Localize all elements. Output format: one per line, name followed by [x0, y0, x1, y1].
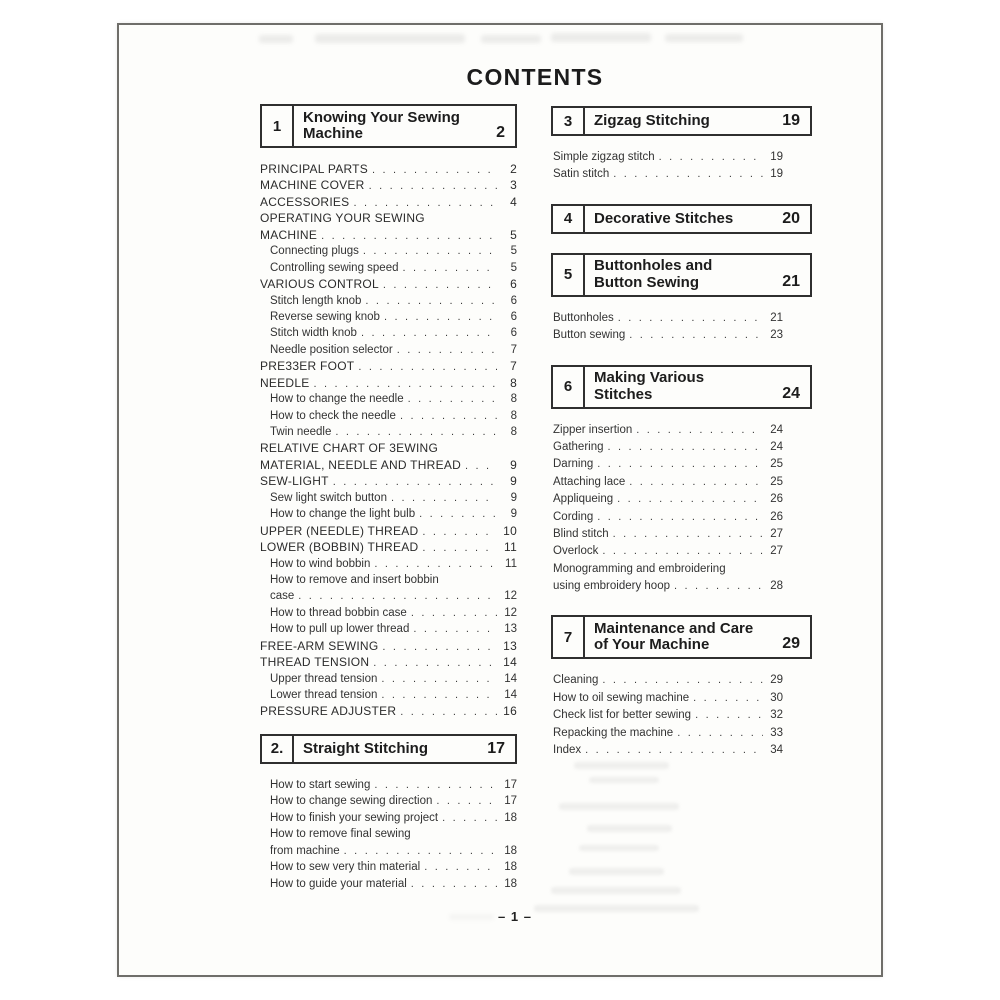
- toc-entry-page: 28: [770, 580, 783, 593]
- toc-entry-label: OPERATING YOUR SEWING: [260, 211, 425, 226]
- section-box-6: [551, 365, 812, 409]
- toc-entry-page: 14: [503, 655, 517, 670]
- toc-entry-page: 26: [770, 493, 783, 506]
- toc-entry-page: 18: [504, 844, 517, 857]
- section-page-number: 19: [782, 112, 800, 129]
- toc-entry-label: from machine: [270, 844, 340, 857]
- leader-dots: [411, 876, 497, 892]
- toc-entry-label: Attaching lace: [553, 475, 626, 488]
- toc-entry-page: 13: [503, 638, 517, 653]
- section-title: [585, 617, 753, 657]
- toc-entry-label: Overlock: [553, 545, 599, 558]
- toc-entry: [551, 672, 783, 689]
- toc-entry: [551, 149, 783, 166]
- section-page-number: 21: [782, 272, 800, 290]
- toc-entry-page: 13: [504, 623, 517, 636]
- section-title-line: of Your Machine: [594, 636, 710, 654]
- toc-entry: [551, 474, 783, 491]
- toc-entry: [260, 391, 517, 407]
- leader-dots: [361, 325, 497, 341]
- toc-entry: [551, 439, 783, 456]
- leader-dots: [314, 376, 497, 392]
- toc-entry: [260, 621, 517, 637]
- section-title-line: Button Sewing: [594, 273, 699, 291]
- toc-entry-page: 9: [510, 508, 517, 521]
- toc-entry-label: RELATIVE CHART OF 3EWING: [260, 441, 439, 456]
- toc-entry-page: 6: [510, 310, 517, 323]
- toc-entry: [260, 826, 517, 842]
- section-box-4: [551, 204, 812, 234]
- toc-entry-page: 24: [770, 440, 783, 453]
- footer-page-number: – 1 –: [498, 909, 532, 924]
- leader-dots: [408, 391, 497, 407]
- toc-entry-label: Stitch length knob: [270, 294, 362, 307]
- toc-entry-label: Upper thread tension: [270, 672, 378, 685]
- toc-entry: [551, 526, 783, 543]
- toc-entry: [260, 457, 517, 473]
- toc-entry-page: 14: [504, 689, 517, 701]
- leader-dots: [353, 195, 497, 211]
- leader-dots: [335, 424, 497, 440]
- leader-dots: [321, 228, 497, 244]
- leader-dots: [391, 490, 497, 506]
- toc-entry-label: Buttonholes: [553, 311, 614, 324]
- toc-entry: [260, 210, 517, 226]
- toc-entry-label: ACCESSORIES: [260, 194, 350, 209]
- section-title: [294, 736, 428, 762]
- toc-entry-page: 16: [503, 704, 517, 719]
- toc-entry-label: Blind stitch: [553, 527, 609, 540]
- toc-entry: [260, 506, 517, 522]
- showthrough-ghost: [559, 803, 679, 810]
- toc-column-left: [260, 104, 517, 892]
- section-title-line: Decorative Stitches: [594, 209, 734, 227]
- section-title-line: Straight Stitching: [303, 739, 428, 757]
- toc-entry-label: How to wind bobbin: [270, 557, 371, 570]
- leader-dots: [413, 621, 497, 637]
- toc-entry-page: 19: [770, 168, 783, 181]
- toc-entry: [551, 543, 783, 560]
- toc-entry: [260, 276, 517, 292]
- showthrough-ghost: [551, 33, 651, 42]
- toc-entry-label: How to start sewing: [270, 778, 371, 791]
- toc-entry-page: 25: [770, 475, 783, 488]
- toc-entry: [260, 572, 517, 588]
- toc-entry: [260, 375, 517, 391]
- toc-entry: [260, 588, 517, 604]
- section-page-number: 24: [782, 384, 800, 402]
- leader-dots: [585, 742, 763, 759]
- toc-entry: [260, 671, 517, 687]
- toc-entry-label: FREE-ARM SEWING: [260, 638, 379, 653]
- toc-entry-page: 26: [770, 510, 783, 523]
- toc-entry-page: 24: [770, 423, 783, 436]
- leader-dots: [363, 243, 497, 259]
- leader-dots: [636, 422, 763, 439]
- toc-entry-label: Needle position selector: [270, 343, 393, 356]
- toc-entry-page: 7: [510, 343, 517, 356]
- toc-entry-label: Twin needle: [270, 426, 332, 438]
- leader-dots: [602, 543, 763, 560]
- toc-entry-page: 9: [510, 474, 517, 489]
- toc-entry-label: Darning: [553, 458, 594, 471]
- showthrough-ghost: [579, 845, 659, 851]
- leader-dots: [617, 491, 763, 508]
- toc-entry-label: How to remove final sewing: [270, 828, 411, 841]
- toc-entry-label: PRESSURE ADJUSTER: [260, 704, 397, 719]
- leader-dots: [465, 458, 497, 474]
- toc-entry-label: How to change the needle: [270, 393, 404, 406]
- toc-entry: [551, 707, 783, 724]
- leader-dots: [597, 456, 763, 473]
- toc-entry-page: 8: [510, 375, 517, 390]
- section-number: 1: [262, 106, 294, 146]
- toc-entry-label: using embroidery hoop: [553, 580, 670, 593]
- toc-entry: [260, 654, 517, 670]
- toc-entry: [260, 523, 517, 539]
- toc-entry-label: Zipper insertion: [553, 423, 633, 436]
- toc-entry-page: 12: [504, 590, 517, 603]
- toc-entry: [260, 161, 517, 177]
- toc-entry-page: 21: [770, 311, 783, 324]
- toc-entry-label: Connecting plugs: [270, 245, 359, 258]
- leader-dots: [695, 707, 763, 724]
- toc-entry-label: How to remove and insert bobbin: [270, 573, 439, 586]
- toc-entry-page: 9: [510, 491, 517, 504]
- toc-entry-label: How to guide your material: [270, 877, 407, 890]
- toc-entry-page: 6: [510, 277, 517, 292]
- toc-entry: [260, 342, 517, 358]
- leader-dots: [381, 687, 497, 703]
- toc-entry-page: 2: [510, 162, 517, 176]
- leader-dots: [372, 162, 497, 178]
- toc-entry-page: 7: [510, 359, 517, 374]
- toc-entry-page: 9: [510, 457, 517, 472]
- toc-entry: [260, 194, 517, 210]
- leader-dots: [411, 605, 497, 621]
- leader-dots: [677, 725, 763, 742]
- leader-dots: [436, 793, 497, 809]
- toc-entry: [551, 578, 783, 595]
- toc-entry: [551, 690, 783, 707]
- toc-entry-label: Button sewing: [553, 329, 626, 342]
- toc-entry: [260, 309, 517, 325]
- toc-entry-label: Lower thread tension: [270, 689, 378, 701]
- toc-entry: [260, 703, 517, 719]
- toc-entry: [551, 456, 783, 473]
- toc-entry-page: 29: [770, 674, 783, 687]
- leader-dots: [383, 277, 497, 293]
- toc-entry: [551, 166, 783, 183]
- toc-entry-label: case: [270, 590, 295, 603]
- showthrough-ghost: [589, 777, 659, 783]
- leader-dots: [373, 655, 497, 671]
- leader-dots: [365, 293, 497, 309]
- toc-entry-page: 17: [504, 778, 517, 791]
- toc-entry-label: Index: [553, 744, 582, 757]
- leader-dots: [613, 166, 763, 183]
- toc-entry-page: 18: [504, 861, 517, 874]
- toc-entry: [260, 243, 517, 259]
- section-title: [585, 255, 712, 295]
- toc-entry: [260, 440, 517, 456]
- leader-dots: [344, 843, 497, 859]
- section-number: 6: [553, 367, 585, 407]
- section-title: [294, 106, 460, 146]
- showthrough-ghost: [574, 762, 669, 769]
- section-title-line: Stitches: [594, 385, 653, 403]
- toc-entry-label: PRE33ER FOOT: [260, 359, 355, 374]
- toc-entry: [260, 859, 517, 875]
- section-title: [585, 108, 710, 134]
- toc-entry-page: 6: [510, 327, 517, 340]
- toc-entry: [551, 491, 783, 508]
- showthrough-ghost: [587, 825, 672, 832]
- toc-entry-label: Check list for better sewing: [553, 709, 692, 722]
- toc-entry-label: How to thread bobbin case: [270, 606, 407, 619]
- section-box-7: [551, 615, 812, 659]
- showthrough-ghost: [665, 34, 743, 42]
- toc-entry-label: PRINCIPAL PARTS: [260, 162, 368, 176]
- section-title-line: Making Various: [594, 369, 705, 387]
- toc-entry: [260, 408, 517, 424]
- showthrough-ghost: [315, 34, 465, 43]
- toc-entry-label: Controlling sewing speed: [270, 261, 399, 274]
- toc-entry-label: How to pull up lower thread: [270, 623, 410, 636]
- toc-entry-page: 5: [510, 227, 517, 242]
- toc-entry-label: How to change sewing direction: [270, 795, 433, 808]
- section-title-line: Zigzag Stitching: [594, 111, 710, 129]
- toc-entry-page: 3: [510, 178, 517, 193]
- toc-entry: [260, 638, 517, 654]
- section-title-line: Machine: [303, 125, 364, 142]
- toc-entry-label: MACHINE COVER: [260, 178, 365, 193]
- toc-entry-label: How to check the needle: [270, 409, 396, 422]
- toc-entry-label: Reverse sewing knob: [270, 310, 380, 323]
- toc-entry: [260, 810, 517, 826]
- leader-dots: [693, 690, 763, 707]
- toc-entry-label: How to oil sewing machine: [553, 691, 690, 704]
- toc-entry: [260, 260, 517, 276]
- toc-entry: [260, 358, 517, 374]
- toc-entry: [551, 310, 783, 327]
- toc-entry: [260, 556, 517, 572]
- toc-entry-page: 27: [770, 527, 783, 540]
- toc-entry-label: MATERIAL, NEEDLE AND THREAD: [260, 457, 462, 472]
- toc-entry: [551, 422, 783, 439]
- leader-dots: [618, 310, 763, 327]
- toc-entry-page: 25: [770, 458, 783, 471]
- toc-entry-label: How to sew very thin material: [270, 861, 421, 874]
- section-box-1: [260, 104, 517, 148]
- toc-entry-label: MACHINE: [260, 227, 318, 242]
- toc-entry-page: 8: [510, 409, 517, 422]
- toc-entry-label: Stitch width knob: [270, 327, 357, 340]
- showthrough-ghost: [569, 868, 664, 875]
- section-title: [585, 367, 704, 407]
- toc-entry: [260, 605, 517, 621]
- scanned-page: [117, 23, 883, 977]
- toc-entry: [551, 561, 783, 578]
- leader-dots: [381, 671, 497, 687]
- toc-entry: [551, 509, 783, 526]
- showthrough-ghost: [551, 887, 681, 894]
- toc-entry-page: 33: [770, 726, 783, 739]
- section-page-number: 2: [496, 124, 505, 141]
- leader-dots: [674, 578, 763, 595]
- toc-entry: [260, 227, 517, 243]
- leader-dots: [400, 704, 497, 720]
- section-page-number: 20: [782, 209, 800, 227]
- leader-dots: [358, 359, 497, 375]
- toc-entry-label: Simple zigzag stitch: [553, 151, 655, 163]
- toc-entry-page: 11: [505, 557, 517, 570]
- toc-entry-label: Cleaning: [553, 674, 599, 687]
- toc-entry-page: 32: [770, 709, 783, 722]
- leader-dots: [400, 408, 497, 424]
- leader-dots: [374, 556, 497, 572]
- toc-entry-label: Sew light switch button: [270, 491, 387, 504]
- toc-entry-label: How to change the light bulb: [270, 508, 416, 521]
- toc-entry-page: 27: [770, 545, 783, 558]
- toc-entry: [260, 490, 517, 506]
- leader-dots: [602, 672, 763, 689]
- section-number: 7: [553, 617, 585, 657]
- toc-entry: [260, 325, 517, 341]
- leader-dots: [384, 309, 497, 325]
- leader-dots: [333, 474, 497, 490]
- section-page-number: 29: [782, 635, 800, 653]
- toc-column-right: [551, 106, 812, 759]
- showthrough-ghost: [481, 35, 541, 43]
- toc-entry-page: 19: [770, 151, 783, 163]
- toc-entry-page: 11: [504, 540, 517, 555]
- toc-entry-page: 30: [770, 691, 783, 704]
- page-title: CONTENTS: [466, 64, 604, 91]
- toc-entry: [260, 539, 517, 555]
- toc-entry-page: 12: [504, 606, 517, 619]
- showthrough-ghost: [259, 35, 293, 43]
- leader-dots: [382, 639, 497, 655]
- toc-entry-label: VARIOUS CONTROL: [260, 277, 379, 292]
- leader-dots: [629, 474, 763, 491]
- toc-entry-page: 8: [510, 426, 517, 438]
- leader-dots: [369, 178, 497, 194]
- toc-entry-page: 34: [770, 744, 783, 757]
- toc-entry: [260, 293, 517, 309]
- leader-dots: [597, 509, 763, 526]
- toc-entry-label: Satin stitch: [553, 168, 610, 181]
- toc-entry: [260, 687, 517, 703]
- toc-entry: [260, 793, 517, 809]
- leader-dots: [403, 260, 498, 276]
- toc-entry-label: UPPER (NEEDLE) THREAD: [260, 523, 419, 538]
- toc-entry-page: 18: [504, 811, 517, 824]
- toc-entry-page: 10: [503, 523, 517, 538]
- toc-entry-label: NEEDLE: [260, 375, 310, 390]
- section-box-5: [551, 253, 812, 297]
- leader-dots: [629, 327, 763, 344]
- toc-entry: [260, 777, 517, 793]
- toc-entry-label: Appliqueing: [553, 493, 614, 506]
- toc-entry-page: 4: [510, 194, 517, 209]
- leader-dots: [397, 342, 497, 358]
- leader-dots: [442, 810, 497, 826]
- toc-entry: [260, 177, 517, 193]
- toc-entry-page: 5: [510, 245, 517, 258]
- section-title-line: Maintenance and Care: [594, 619, 754, 637]
- leader-dots: [424, 859, 497, 875]
- toc-entry: [260, 876, 517, 892]
- toc-entry-page: 8: [510, 393, 517, 406]
- toc-entry: [551, 327, 783, 344]
- section-page-number: 17: [487, 739, 505, 757]
- toc-entry: [551, 742, 783, 759]
- leader-dots: [419, 506, 497, 522]
- toc-entry-label: How to finish your sewing project: [270, 811, 439, 824]
- leader-dots: [422, 524, 497, 540]
- section-number: 5: [553, 255, 585, 295]
- toc-entry-label: THREAD TENSION: [260, 655, 370, 670]
- toc-entry-label: Gathering: [553, 440, 604, 453]
- leader-dots: [613, 526, 763, 543]
- section-box-3: [551, 106, 812, 136]
- leader-dots: [608, 439, 763, 456]
- toc-entry-label: LOWER (BOBBIN) THREAD: [260, 540, 419, 555]
- toc-entry: [260, 424, 517, 440]
- toc-entry-page: 17: [504, 795, 517, 808]
- leader-dots: [298, 588, 497, 604]
- section-number: 4: [553, 206, 585, 232]
- toc-entry-label: Repacking the machine: [553, 726, 674, 739]
- leader-dots: [374, 777, 497, 793]
- leader-dots: [659, 149, 763, 166]
- section-title: [585, 206, 733, 232]
- leader-dots: [422, 540, 497, 556]
- section-title-line: Buttonholes and: [594, 257, 713, 275]
- section-number: 2.: [262, 736, 294, 762]
- toc-entry-label: Cording: [553, 510, 594, 523]
- section-number: 3: [553, 108, 585, 134]
- toc-entry-page: 5: [510, 261, 517, 274]
- toc-entry-page: 23: [770, 329, 783, 342]
- toc-entry-page: 14: [504, 672, 517, 685]
- section-title-line: Knowing Your Sewing: [303, 108, 460, 126]
- toc-entry: [551, 725, 783, 742]
- section-box-2: [260, 734, 517, 764]
- toc-entry-page: 6: [510, 294, 517, 307]
- toc-entry: [260, 843, 517, 859]
- toc-entry-label: Monogramming and embroidering: [553, 562, 726, 575]
- toc-entry: [260, 473, 517, 489]
- toc-entry-label: SEW-LIGHT: [260, 474, 329, 489]
- toc-entry-page: 18: [504, 877, 517, 890]
